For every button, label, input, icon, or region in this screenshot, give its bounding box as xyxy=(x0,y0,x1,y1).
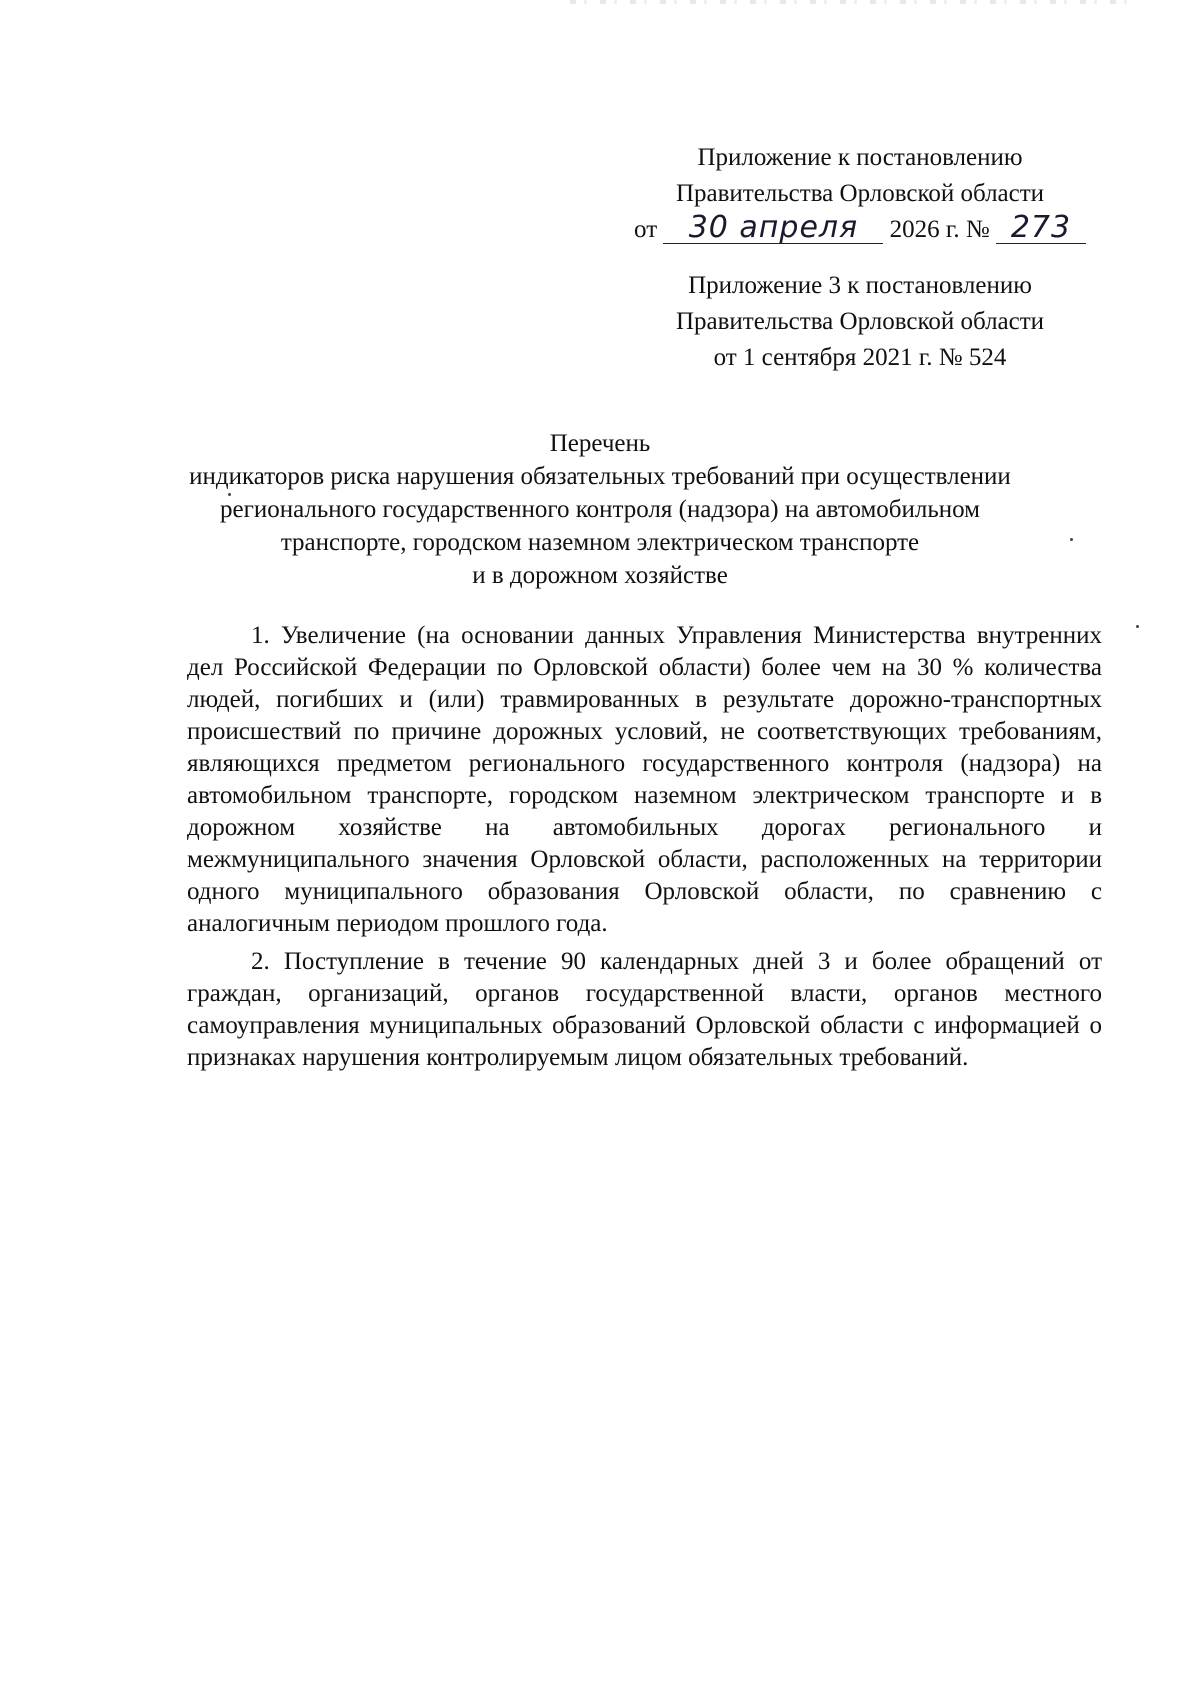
list-item-1: 1. Увеличение (на основании данных Управления Министерства внутренних дел Российской Федерации по Орловской области) более чем на 30 % количества людей, погибших и (или) травмированных в результате дорожно-транспортных происшествий по причине дорожных условий, не соответствующих требованиям, являющихся предметом регионального государственного контроля (надзора) на автомобильном транспорте, городском наземном электрическом транспорте и в дорожном хозяйстве на автомобильных дорогах регионального и межмуниципального значения Орловской области, расположенных на территории одного муниципального образования Орловской области, по сравнению с аналогичным периодом прошлого года. xyxy=(187,622,1102,937)
reference-line-3: от 1 сентября 2021 г. № 524 xyxy=(713,344,1007,371)
document-body xyxy=(187,620,1102,1080)
handwritten-number: 273 xyxy=(996,213,1086,244)
reference-line-1: Приложение 3 к постановлению xyxy=(688,272,1032,299)
document-title xyxy=(120,427,1080,592)
reference-line-2: Правительства Орловской области xyxy=(675,308,1045,335)
list-item-2: 2. Поступление в течение 90 календарных дней 3 и более обращений от граждан, организаций, органов государственной власти, органов местного самоуправления муниципальных образований Орловской области с информацией о признаках нарушения контролируемым лицом обязательных требований. xyxy=(187,948,1102,1071)
handwritten-date: 30 апреля xyxy=(663,213,883,244)
appendix-line-1: Приложение к постановлению xyxy=(697,144,1023,171)
scan-speck xyxy=(1070,538,1073,541)
appendix-line-2: Правительства Орловской области xyxy=(675,180,1045,207)
title-line-4: транспорте, городском наземном электрическом транспорте xyxy=(280,529,920,556)
title-line-1: Перечень xyxy=(549,430,651,457)
title-line-3: регионального государственного контроля (надзора) на автомобильном xyxy=(220,496,980,523)
original-reference xyxy=(600,268,1120,376)
scan-speck xyxy=(228,493,231,496)
appendix-date-line xyxy=(600,212,1120,248)
title-line-5: и в дорожном хозяйстве xyxy=(472,562,728,589)
date-prefix: от xyxy=(634,216,658,243)
year-and-number-label: 2026 г. № xyxy=(889,216,990,243)
scan-edge-artifact xyxy=(570,0,1130,4)
scan-speck xyxy=(1136,625,1139,628)
title-line-2: индикаторов риска нарушения обязательных требований при осуществлении xyxy=(189,463,1011,490)
appendix-header xyxy=(600,140,1120,248)
